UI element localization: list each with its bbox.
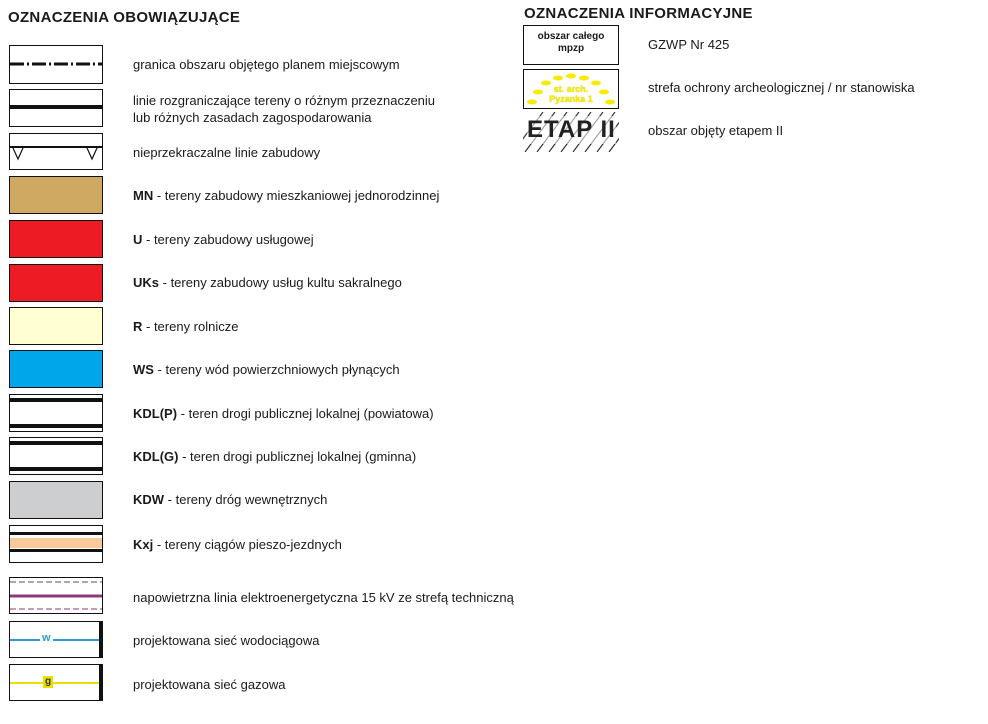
gas-mark: g: [45, 676, 52, 687]
legend-label-dividing-lines: linie rozgraniczające tereny o różnym przeznaczeniu lub różnych zasadach zagospodarowania: [133, 93, 436, 125]
water-mark: w: [42, 632, 51, 644]
left-header: OZNACZENIA OBOWIĄZUJĄCE: [8, 9, 241, 26]
legend-label-power-line: napowietrzna linia elektroenergetyczna 15 kV ze strefą techniczną: [133, 590, 514, 605]
symbol-gzwp: obszar całego mpzp: [523, 25, 619, 65]
etap-symbol-text: ETAP II: [527, 116, 616, 143]
legend-label-plan-boundary: granica obszaru objętego planem miejscowym: [133, 57, 400, 72]
symbol-kxj: [9, 525, 103, 563]
info-label-archaeology-zone: strefa ochrony archeologicznej / nr stanowiska: [648, 80, 915, 95]
legend-label-kdw: KDW - tereny dróg wewnętrznych: [133, 492, 328, 507]
info-label-etap-ii: obszar objęty etapem II: [648, 123, 784, 138]
legend-label-gas-network: projektowana sieć gazowa: [133, 677, 286, 692]
legend-label-kdl-g: KDL(G) - teren drogi publicznej lokalnej (gminna): [133, 449, 417, 464]
symbol-r: [9, 307, 103, 345]
legend-label-water-network: projektowana sieć wodociągowa: [133, 633, 320, 648]
symbol-mn: [9, 176, 103, 214]
info-label-gzwp: GZWP Nr 425: [648, 37, 730, 52]
legend-label-building-lines: nieprzekraczalne linie zabudowy: [133, 145, 321, 160]
symbol-u: [9, 220, 103, 258]
symbol-dividing-lines: [9, 89, 103, 127]
arch-symbol-text: st. arch.: [553, 84, 589, 94]
legend-label-r: R - tereny rolnicze: [133, 319, 239, 334]
legend-label-kdl-p: KDL(P) - teren drogi publicznej lokalnej (powiatowa): [133, 406, 434, 421]
symbol-gas-network: [9, 664, 103, 701]
legend-label-kxj: Kxj - tereny ciągów pieszo-jezdnych: [133, 537, 342, 552]
legend-label-u: U - tereny zabudowy usługowej: [133, 232, 314, 247]
legend-label-mn: MN - tereny zabudowy mieszkaniowej jednorodzinnej: [133, 188, 440, 203]
symbol-uks: [9, 264, 103, 302]
legend-label-ws: WS - tereny wód powierzchniowych płynących: [133, 362, 400, 377]
symbol-etap-ii: [523, 112, 619, 152]
symbol-water-network: [9, 621, 103, 658]
right-header: OZNACZENIA INFORMACYJNE: [524, 5, 753, 22]
legend-label-uks: UKs - tereny zabudowy usług kultu sakralnego: [133, 275, 402, 290]
symbol-archaeology-zone: [523, 69, 619, 109]
symbol-power-line: [9, 577, 103, 614]
symbol-kdl-p: [9, 394, 103, 432]
symbol-kdw: [9, 481, 103, 519]
symbol-ws: [9, 350, 103, 388]
symbol-kdl-g: [9, 437, 103, 475]
symbol-plan-boundary: [9, 45, 103, 84]
arch-symbol-text2: Pyzanka 1: [549, 94, 593, 104]
symbol-building-lines: [9, 133, 103, 170]
